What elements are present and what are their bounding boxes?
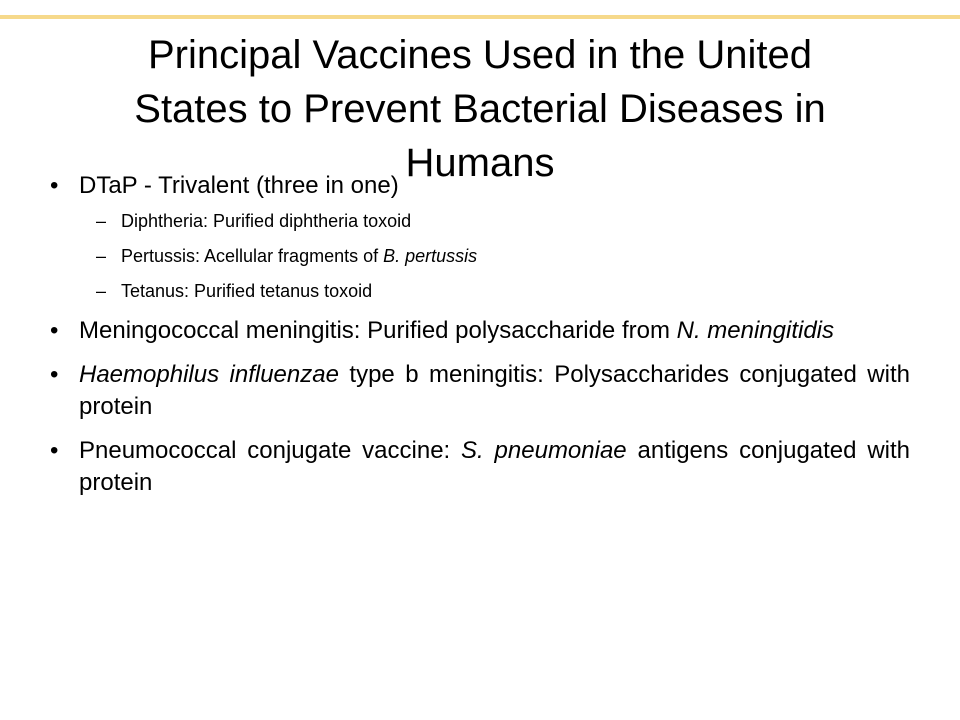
bullet-text: Pneumococcal conjugate vaccine: <box>79 437 462 464</box>
bullet-list <box>50 170 910 499</box>
sub-item-tetanus <box>79 280 910 302</box>
sub-item-text: Diphtheria: Purified diphtheria toxoid <box>121 211 412 231</box>
bullet-icon: • <box>50 437 59 464</box>
bullet-icon: • <box>50 172 59 199</box>
bullet-text: Meningococcal meningitis: Purified polysaccharide from <box>79 317 677 344</box>
bullet-icon: • <box>50 361 59 388</box>
title-line-1: Principal Vaccines Used in the United <box>147 33 813 77</box>
top-accent-rule <box>0 15 960 19</box>
sub-item-diphtheria <box>79 210 910 232</box>
bullet-item-haemophilus <box>50 359 910 423</box>
title-line-3: Humans <box>405 141 555 185</box>
dash-icon: – <box>96 246 107 266</box>
bullet-item-dtap <box>50 170 910 302</box>
bullet-text: DTaP - Trivalent (three in one) <box>79 172 399 199</box>
bullet-item-pneumococcal <box>50 435 910 499</box>
organism-name: N. meningitidis <box>676 317 835 344</box>
bullet-icon: • <box>50 317 59 344</box>
bullet-item-meningococcal <box>50 315 910 347</box>
sub-bullet-list <box>79 210 910 302</box>
dash-icon: – <box>96 281 107 301</box>
title-line-2: States to Prevent Bacterial Diseases in <box>134 87 826 131</box>
bullet-text: type b meningitis: Polysaccharides conjugated with protein <box>79 361 910 420</box>
sub-item-text: Tetanus: Purified tetanus toxoid <box>121 281 373 301</box>
sub-item-text: Pertussis: Acellular fragments of <box>121 246 384 266</box>
sub-item-pertussis <box>79 245 910 267</box>
organism-name: B. pertussis <box>383 246 478 266</box>
bullet-text-tail: antigens conjugated with protein <box>79 437 911 496</box>
slide-title <box>40 28 920 190</box>
organism-name: Haemophilus influenzae <box>79 361 339 388</box>
organism-name: S. pneumoniae <box>461 437 627 464</box>
dash-icon: – <box>96 211 107 231</box>
